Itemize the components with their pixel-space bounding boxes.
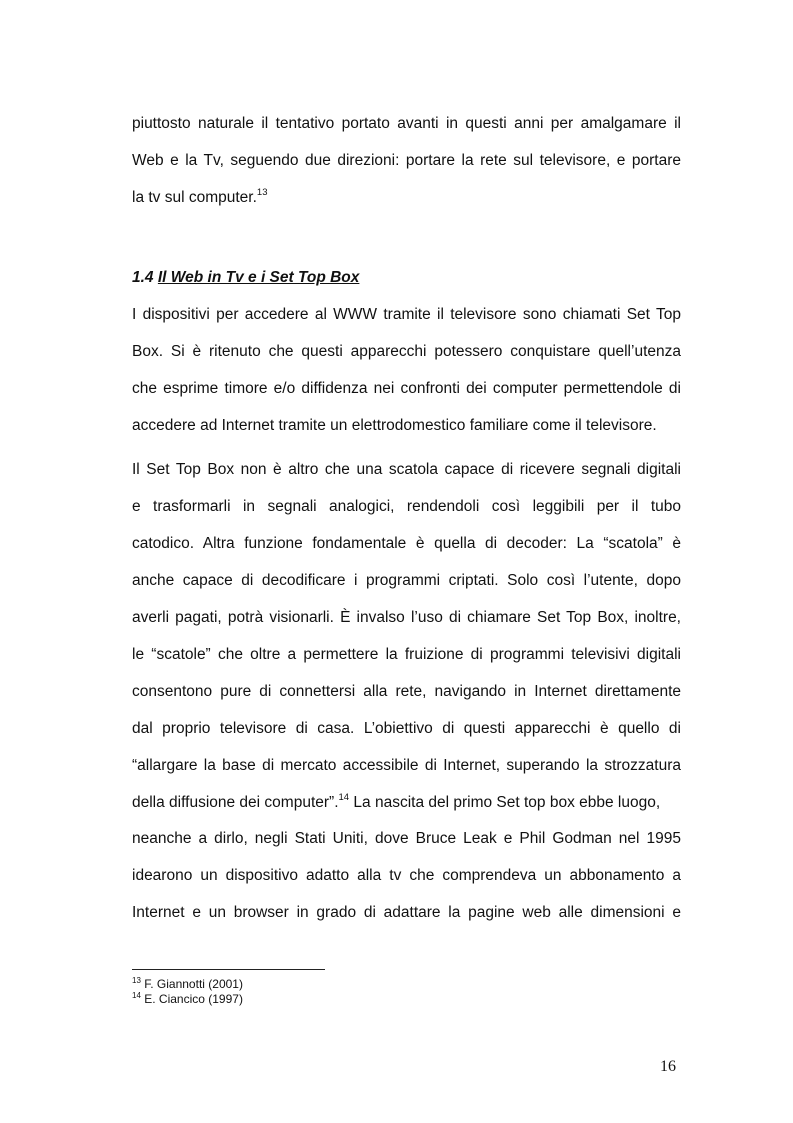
body-text-line (132, 188, 681, 208)
body-text-line: che esprime timore e/o diffidenza nei confronti dei computer permettendole di (132, 380, 681, 397)
body-text-line: I dispositivi per accedere al WWW tramite il televisore sono chiamati Set Top (132, 306, 681, 323)
body-text-line: averli pagati, potrà visionarli. È invalso l’uso di chiamare Set Top Box, inoltre, (132, 609, 681, 626)
section-number: 1.4 (132, 269, 154, 286)
footnote-number: 13 (132, 976, 141, 985)
body-text: la tv sul computer. (132, 189, 257, 206)
footnote (132, 992, 243, 1007)
body-text-line: Internet e un browser in grado di adattare la pagine web alle dimensioni e (132, 904, 681, 921)
body-text-line: consentono pure di connettersi alla rete, navigando in Internet direttamente (132, 683, 681, 700)
body-text-line: idearono un dispositivo adatto alla tv che comprendeva un abbonamento a (132, 867, 681, 884)
body-text-line: catodico. Altra funzione fondamentale è quella di decoder: La “scatola” è (132, 535, 681, 552)
body-text-line: dal proprio televisore di casa. L’obiettivo di questi apparecchi è quello di (132, 720, 681, 737)
body-text-line: neanche a dirlo, negli Stati Uniti, dove Bruce Leak e Phil Godman nel 1995 (132, 830, 681, 847)
footnote-text: E. Ciancico (1997) (140, 992, 243, 1006)
footnote-separator (132, 969, 325, 970)
body-text-line: Web e la Tv, seguendo due direzioni: portare la rete sul televisore, e portare (132, 152, 681, 169)
footnote (132, 977, 243, 992)
page-number: 16 (660, 1058, 676, 1075)
footnote-reference: 14 (338, 792, 350, 803)
body-text-line: “allargare la base di mercato accessibile di Internet, superando la strozzatura (132, 757, 681, 774)
body-text: La nascita del primo Set top box ebbe luogo, (349, 794, 661, 811)
body-text-line: le “scatole” che oltre a permettere la fruizione di programmi televisivi digitali (132, 646, 681, 663)
section-heading (132, 268, 359, 288)
section-title: Il Web in Tv e i Set Top Box (157, 269, 360, 286)
body-text-line: Il Set Top Box non è altro che una scatola capace di ricevere segnali digitali (132, 461, 681, 478)
body-text-line: Box. Si è ritenuto che questi apparecchi potessero conquistare quell’utenza (132, 343, 681, 360)
body-text-line: e trasformarli in segnali analogici, rendendoli così leggibili per il tubo (132, 498, 681, 515)
body-text-line: accedere ad Internet tramite un elettrodomestico familiare come il televisore. (132, 417, 657, 434)
body-text-line: piuttosto naturale il tentativo portato avanti in questi anni per amalgamare il (132, 115, 681, 132)
body-text: della diffusione dei computer”. (132, 794, 339, 811)
footnote-number: 14 (132, 991, 141, 1000)
footnote-reference: 13 (256, 187, 268, 198)
body-text-line (132, 793, 681, 813)
body-text-line: anche capace di decodificare i programmi criptati. Solo così l’utente, dopo (132, 572, 681, 589)
footnote-text: F. Giannotti (2001) (140, 977, 243, 991)
